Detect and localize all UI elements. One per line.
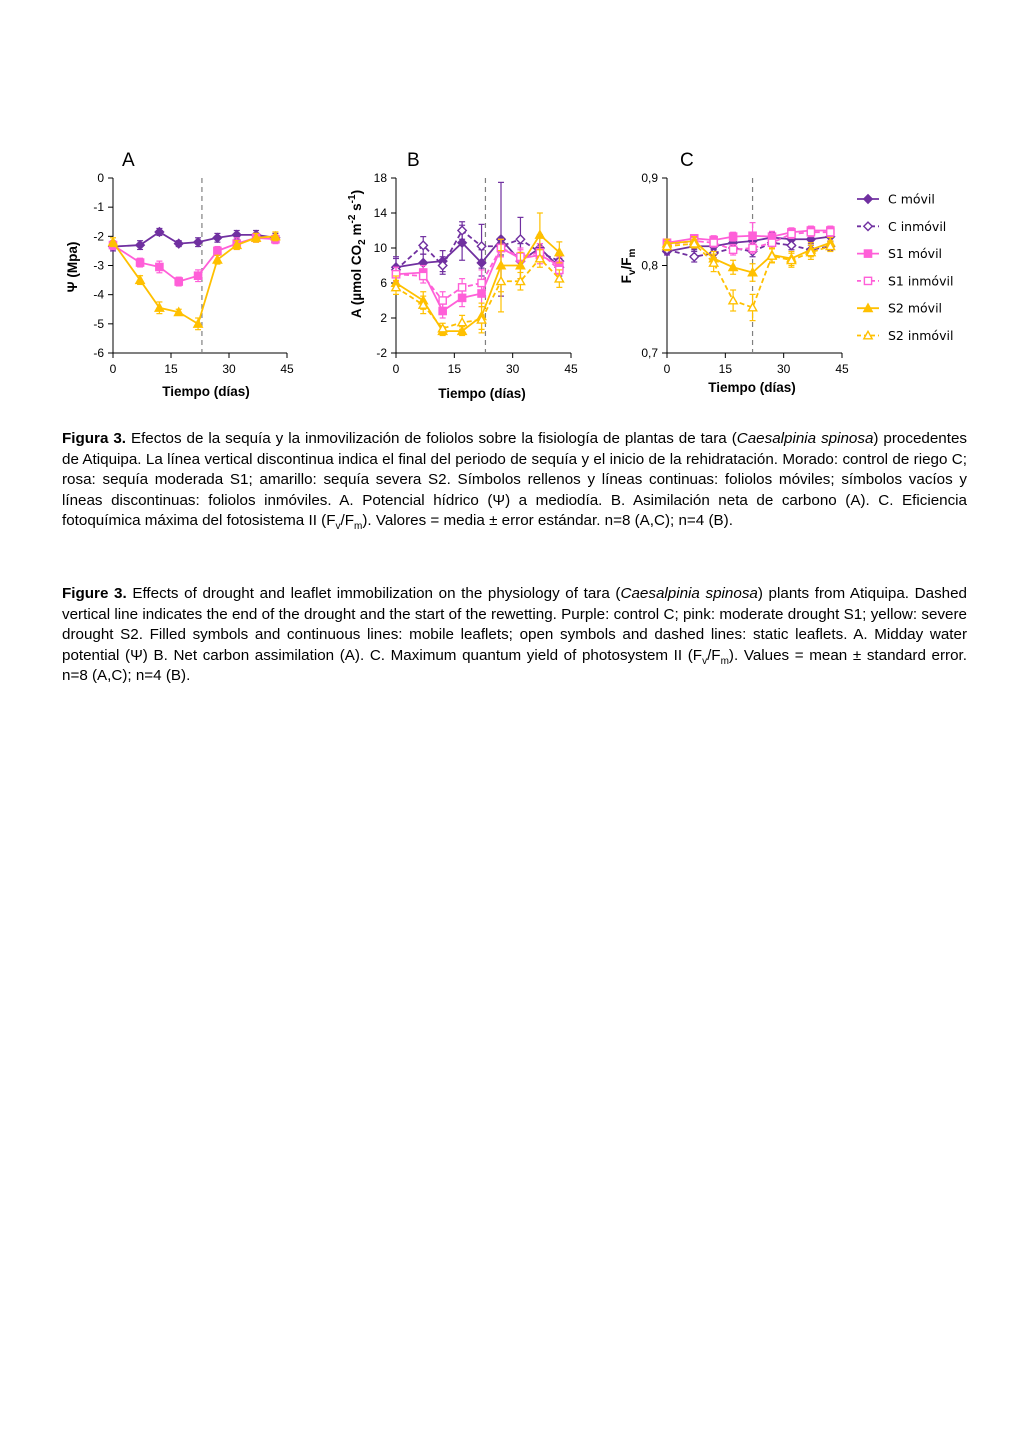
legend-marker — [864, 250, 871, 257]
data-point — [213, 234, 221, 242]
panel-b-y-tick-label: 14 — [373, 206, 387, 220]
panel-b-x-tick-label: 15 — [447, 362, 462, 376]
legend-marker — [864, 277, 871, 284]
data-point — [749, 232, 756, 239]
panel-a-y-tick-label: -6 — [93, 346, 104, 360]
panel-a-series-s2-movil — [109, 232, 280, 330]
panel-b-y-tick-label: 10 — [373, 241, 387, 255]
data-point — [787, 241, 795, 249]
figure-3-charts — [0, 0, 1024, 410]
legend-marker — [864, 195, 872, 203]
panel-b-letter: B — [407, 150, 420, 171]
data-point — [516, 235, 524, 243]
panel-c-x-tick-label: 0 — [663, 362, 671, 376]
panel-a-xlabel: Tiempo (días) — [162, 384, 250, 399]
data-point — [478, 279, 485, 286]
legend-item-s2-inmovil — [857, 328, 953, 343]
legend-label: S2 inmóvil — [888, 328, 954, 343]
data-point — [807, 229, 814, 236]
panel-a-x-tick-label: 30 — [222, 362, 236, 376]
data-point — [194, 272, 201, 279]
caption-en-text-4: ). Values = mean ± standard error. n=8 (A,C); n=4 (B). — [62, 646, 967, 685]
caption-en-species: Caesalpinia spinosa — [620, 585, 758, 602]
panel-a-letter: A — [122, 150, 135, 171]
caption-en-sub-v: v — [702, 655, 708, 667]
panel-c-plot — [641, 171, 849, 376]
data-point — [729, 296, 737, 304]
data-point — [788, 230, 795, 237]
data-point — [768, 239, 775, 246]
panel-c-y-tick-label: 0,8 — [641, 258, 658, 273]
legend-label: C móvil — [888, 191, 935, 207]
panel-c-x-tick-label: 15 — [718, 362, 733, 376]
caption-en-text-3: /F — [707, 646, 721, 664]
data-point — [690, 253, 698, 261]
panel-b-y-tick-label: 2 — [380, 311, 387, 325]
caption-es-species: Caesalpinia spinosa — [736, 430, 874, 447]
data-point — [194, 238, 202, 246]
panel-c-y-tick-label: 0,7 — [641, 346, 658, 360]
caption-en-label: Figure 3. — [62, 585, 127, 602]
panel-a-y-tick-label: -5 — [93, 316, 104, 331]
panel-b-y-tick-label: 6 — [380, 276, 387, 290]
data-point — [710, 239, 717, 246]
panel-b-y-tick-label: -2 — [376, 346, 387, 360]
legend-label: S1 inmóvil — [888, 273, 954, 289]
data-point — [156, 263, 163, 270]
panel-b-x-tick-label: 45 — [564, 362, 578, 376]
data-point — [175, 278, 182, 285]
legend-item-s2-movil — [857, 301, 942, 316]
caption-en-sub-m: m — [720, 655, 729, 667]
data-point — [730, 233, 737, 240]
panel-c-letter: C — [680, 150, 694, 171]
panel-c-x-tick-label: 45 — [835, 362, 849, 376]
panel-c-y-tick-label: 0,9 — [641, 171, 658, 185]
panel-a-x-tick-label: 15 — [164, 362, 178, 376]
data-point — [459, 284, 466, 291]
panel-b-xlabel: Tiempo (días) — [438, 386, 526, 401]
panel-b-ylabel: A (µmol $CO_2$ $m^{-2}$ $s^{-1}$) — [347, 189, 368, 319]
panel-c-xlabel: Tiempo (días) — [708, 380, 796, 395]
panel-b-plot — [374, 171, 578, 376]
caption-es-label: Figura 3. — [62, 430, 127, 447]
panel-a-y-tick-label: -1 — [93, 200, 104, 215]
data-point — [439, 297, 446, 304]
caption-es-text-1: Efectos de la sequía y la inmovilización de foliolos sobre la fisiología de plantas de tara ( — [126, 430, 737, 447]
panel-b-x-tick-label: 0 — [392, 362, 400, 376]
caption-en-text-2: ) plants from Atiquipa. Dashed vertical line indicates the end of the drought and the start of the rewetting. Purple: control C; pink: moderate drought S1; yellow: severe drought S2. Filled symbols and continuous lines: mobile leaflets; open symbols and dashed lines: static leaflets. A. Midday water potential (Ψ) B. Net carbon assimilation (A). C. Maximum quantum yield of photosystem II (F — [62, 585, 967, 664]
panel-b — [347, 150, 578, 401]
panel-a-y-tick-label: -2 — [93, 229, 104, 244]
caption-es-sub-v: v — [335, 521, 341, 533]
data-point — [214, 247, 221, 254]
caption-english — [62, 584, 967, 687]
panel-b-y-tick-label: 18 — [373, 171, 387, 185]
caption-spanish — [62, 429, 967, 532]
legend — [857, 192, 953, 344]
panel-c-ylabel: $F_v/F_m$ — [619, 248, 638, 284]
panel-b-series-s2-movil — [392, 213, 564, 336]
caption-es-text-2: ) procedentes de Atiquipa. La línea vertical discontinua indica el final del periodo de sequía y el inicio de la rehidratación. Morado: control de riego C; rosa: sequía moderada S1; amarillo: sequía severa S2. Símbolos rellenos y líneas continuas: foliolos móviles; símbolos vacíos y líneas discontinuas: foliolos inmóviles. A. Potencial hídrico (Ψ) a mediodía. B. Asimilación neta de carbono (A). C. Eficiencia fotoquímica máxima del fotosistema II (F — [62, 430, 968, 530]
panel-c — [619, 150, 849, 395]
data-point — [458, 318, 466, 326]
data-point — [749, 244, 756, 251]
panel-a-y-tick-label: -4 — [93, 287, 104, 302]
panel-b-x-tick-label: 30 — [505, 362, 520, 376]
legend-label: S1 móvil — [888, 246, 943, 262]
panel-a-x-tick-label: 45 — [280, 362, 294, 376]
panel-a-y-tick-label: -3 — [93, 258, 104, 273]
panel-a-y-tick-label: 0 — [97, 171, 104, 185]
data-point — [827, 229, 834, 236]
data-point — [497, 277, 505, 285]
panel-a-x-tick-label: 0 — [109, 362, 117, 376]
data-point — [420, 272, 427, 279]
legend-item-s1-movil — [857, 246, 942, 261]
legend-label: S2 móvil — [888, 300, 943, 316]
legend-item-c-inmovil — [857, 219, 946, 234]
legend-marker — [864, 222, 872, 230]
legend-item-s1-inmovil — [857, 273, 953, 288]
caption-es-text-3: /F — [340, 512, 354, 530]
caption-en-text-1: Effects of drought and leaflet immobilization on the physiology of tara ( — [126, 585, 621, 602]
data-point — [136, 259, 143, 266]
legend-label: C inmóvil — [888, 218, 947, 234]
panel-a — [65, 150, 294, 399]
data-point — [194, 320, 202, 328]
panel-a-plot — [93, 171, 294, 376]
panel-a-ylabel: Ψ (Mpa) — [65, 241, 80, 293]
legend-item-c-movil — [857, 192, 935, 207]
data-point — [730, 246, 737, 253]
caption-es-sub-m: m — [353, 521, 363, 533]
caption-es-text-4: ). Valores = media ± error estándar. n=8 (A,C); n=4 (B). — [362, 512, 733, 530]
panel-c-x-tick-label: 30 — [776, 362, 791, 376]
